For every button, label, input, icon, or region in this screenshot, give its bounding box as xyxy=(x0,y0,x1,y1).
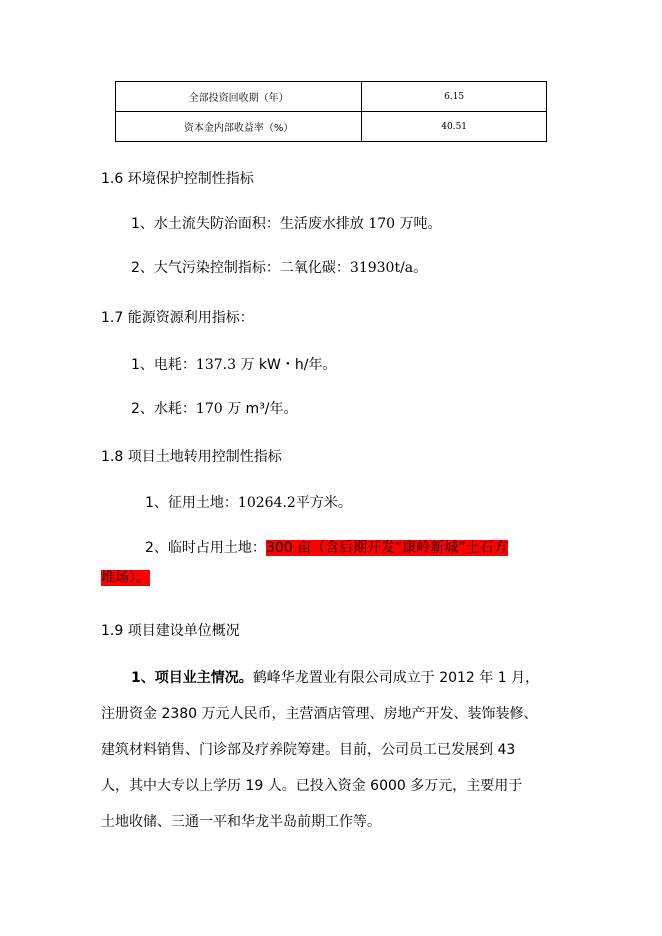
item-number: 170 xyxy=(195,401,223,417)
item-suffix: 万 kW・h/年。 xyxy=(236,357,337,373)
item-number: 170 xyxy=(368,216,396,232)
item-number: 10264.2 xyxy=(237,495,296,511)
item-suffix: 万吨。 xyxy=(395,216,442,232)
list-item xyxy=(131,257,427,277)
item-prefix: 1、水土流失防治面积：生活废水排放 xyxy=(131,216,369,232)
item-prefix: 2、临时占用土地： xyxy=(145,540,266,556)
list-item xyxy=(131,354,336,374)
highlighted-text: 300 亩（含后期开发“康岭新城”土石方 xyxy=(265,540,508,556)
paragraph-line xyxy=(101,660,571,696)
table-cell-label: 全部投资回收期（年） xyxy=(116,82,362,112)
table-cell-label: 资本金内部收益率（%） xyxy=(116,112,362,142)
paragraph-line: 建筑材料销售、门诊部及疗养院筹建。目前，公司员工已发展到 43 xyxy=(101,742,516,758)
item-prefix: 2、水耗： xyxy=(131,401,196,417)
item-suffix: 平方米。 xyxy=(295,495,352,511)
paragraph-lead: 1、项目业主情况。 xyxy=(131,670,253,686)
item-number: 137.3 xyxy=(195,357,237,373)
indicator-table xyxy=(115,81,547,142)
section-heading-1-9: 1.9 项目建设单位概况 xyxy=(101,623,240,639)
table-row xyxy=(116,112,547,142)
section-heading-1-6: 1.6 环境保护控制性指标 xyxy=(101,171,254,187)
table-cell-value: 40.51 xyxy=(362,112,547,142)
table-row xyxy=(116,82,547,112)
table-cell-value: 6.15 xyxy=(362,82,547,112)
item-prefix: 1、电耗： xyxy=(131,357,196,373)
section-heading-1-8: 1.8 项目土地转用控制性指标 xyxy=(101,449,282,465)
list-item xyxy=(145,492,352,512)
item-prefix: 1、征用土地： xyxy=(145,495,238,511)
item-suffix: 万 m³/年。 xyxy=(222,401,298,417)
paragraph-line: 土地收储、三通一平和华龙半岛前期工作等。 xyxy=(101,814,381,830)
paragraph xyxy=(101,660,571,840)
list-item-continuation xyxy=(101,567,150,587)
item-number: 31930t/a xyxy=(349,260,414,276)
paragraph-line: 人，其中大专以上学历 19 人。已投入资金 6000 多万元，主要用于 xyxy=(101,778,523,794)
highlighted-text: 堆场）。 xyxy=(101,570,150,586)
paragraph-text: 鹤峰华龙置业有限公司成立于 2012 年 1 月， xyxy=(252,670,540,686)
item-prefix: 2、大气污染控制指标：二氧化碳： xyxy=(131,260,350,276)
list-item xyxy=(145,537,508,557)
item-suffix: 。 xyxy=(413,260,428,276)
list-item xyxy=(131,398,298,418)
paragraph-line: 注册资金 2380 万元人民币，主营酒店管理、房地产开发、装饰装修、 xyxy=(101,706,538,722)
section-heading-1-7: 1.7 能源资源利用指标： xyxy=(101,310,254,326)
list-item xyxy=(131,213,442,233)
